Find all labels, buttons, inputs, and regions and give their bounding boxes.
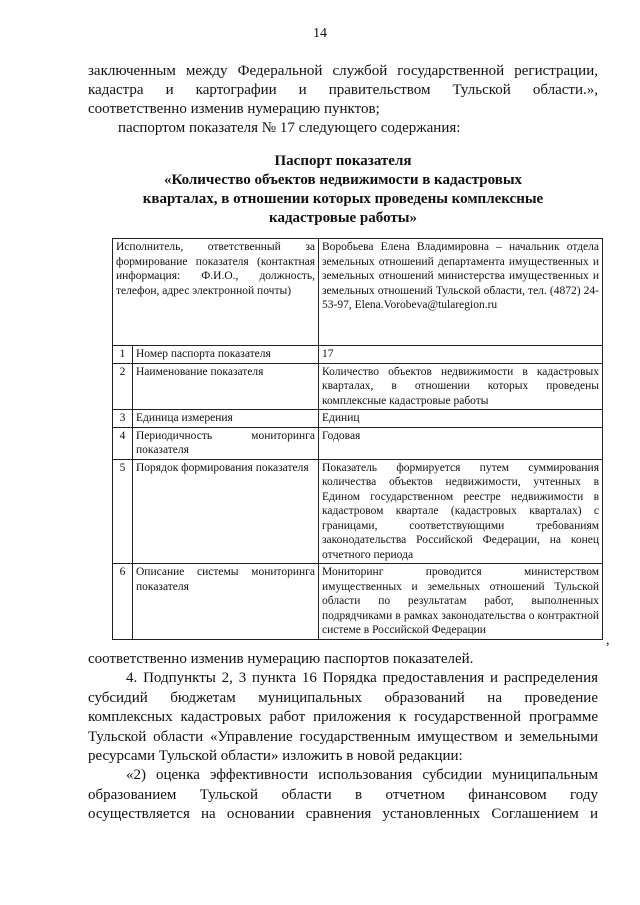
row-value: 17	[319, 346, 603, 364]
table-row	[113, 459, 603, 564]
row-value: Количество объектов недвижимости в кадастровых кварталах, в отношении которых проведены комплексные кадастровые работы	[319, 363, 603, 410]
table-row	[113, 410, 603, 428]
table-row	[113, 239, 603, 346]
trailing-comma: ,	[606, 633, 610, 648]
body-line: образованием Тульской области в отчетном финансовом году	[88, 786, 598, 803]
intro-line: кадастра и картографии и правительством Тульской области.»,	[88, 82, 598, 98]
row-label: Описание системы мониторинга показателя	[133, 564, 319, 640]
intro-line: заключенным между Федеральной службой государственной регистрации,	[88, 63, 598, 79]
page-number: 14	[313, 26, 327, 41]
executor-label: Исполнитель, ответственный за формирование показателя (контактная информация: Ф.И.О., должность, телефон, адрес электронной почты)	[113, 239, 319, 346]
row-number: 5	[113, 459, 133, 564]
intro-line: паспортом показателя № 17 следующего содержания:	[118, 120, 461, 136]
row-value: Показатель формируется путем суммирования количества объектов недвижимости, учтенных в Едином государственном реестре недвижимости в кадастровом квартале (кадастровых кварталах) с границами, соответствующими требованиям законодательства Российской Федерации, на конец отчетного периода	[319, 459, 603, 564]
body-line: «2) оценка эффективности использования субсидии муниципальным	[126, 767, 598, 784]
executor-value: Воробьева Елена Владимировна – начальник отдела земельных отношений департамента имущественных и земельных отношений министерства имущественных и земельных отношений Тульской области, тел. (4872) 24-53-97, Elena.Vorobeva@tularegion.ru	[319, 239, 603, 346]
intro-line: соответственно изменив нумерацию пунктов;	[88, 101, 380, 117]
body-line: ресурсами Тульской области» изложить в новой редакции:	[88, 748, 463, 765]
body-paragraphs	[88, 650, 598, 825]
row-label: Наименование показателя	[133, 363, 319, 410]
passport-title-line: Паспорт показателя	[274, 153, 412, 169]
table-row	[113, 427, 603, 459]
row-label: Единица измерения	[133, 410, 319, 428]
row-number: 2	[113, 363, 133, 410]
passport-title-line: «Количество объектов недвижимости в кадастровых	[163, 172, 523, 188]
row-number: 3	[113, 410, 133, 428]
intro-paragraph	[88, 62, 598, 138]
body-line: Тульской области «Управление государственным имуществом и земельными	[88, 728, 598, 745]
body-line: соответственно изменив нумерацию паспортов показателей.	[88, 651, 474, 667]
row-value: Единиц	[319, 410, 603, 428]
body-line: субсидий бюджетам муниципальных образований на проведение	[88, 689, 598, 706]
row-number: 4	[113, 427, 133, 459]
passport-title	[88, 152, 598, 228]
passport-title-line: кадастровые работы»	[269, 210, 417, 226]
passport-table	[112, 238, 603, 640]
row-number: 1	[113, 346, 133, 364]
row-label: Порядок формирования показателя	[133, 459, 319, 564]
row-number: 6	[113, 564, 133, 640]
body-line: 4. Подпункты 2, 3 пункта 16 Порядка предоставления и распределения	[126, 670, 598, 687]
table-row	[113, 346, 603, 364]
row-value: Мониторинг проводится министерством имущественных и земельных отношений Тульской области по результатам работ, выполненных подрядчиками в рамках законодательства о контрактной системе в Российской Федерации	[319, 564, 603, 640]
body-line: комплексных кадастровых работ приложения к государственной программе	[88, 709, 598, 726]
passport-title-line: кварталах, в отношении которых проведены комплексные	[142, 191, 544, 207]
row-label: Периодичность мониторинга показателя	[133, 427, 319, 459]
table-row	[113, 564, 603, 640]
body-line: осуществляется на основании сравнения установленных Соглашением и	[88, 806, 598, 823]
row-value: Годовая	[319, 427, 603, 459]
row-label: Номер паспорта показателя	[133, 346, 319, 364]
table-row	[113, 363, 603, 410]
